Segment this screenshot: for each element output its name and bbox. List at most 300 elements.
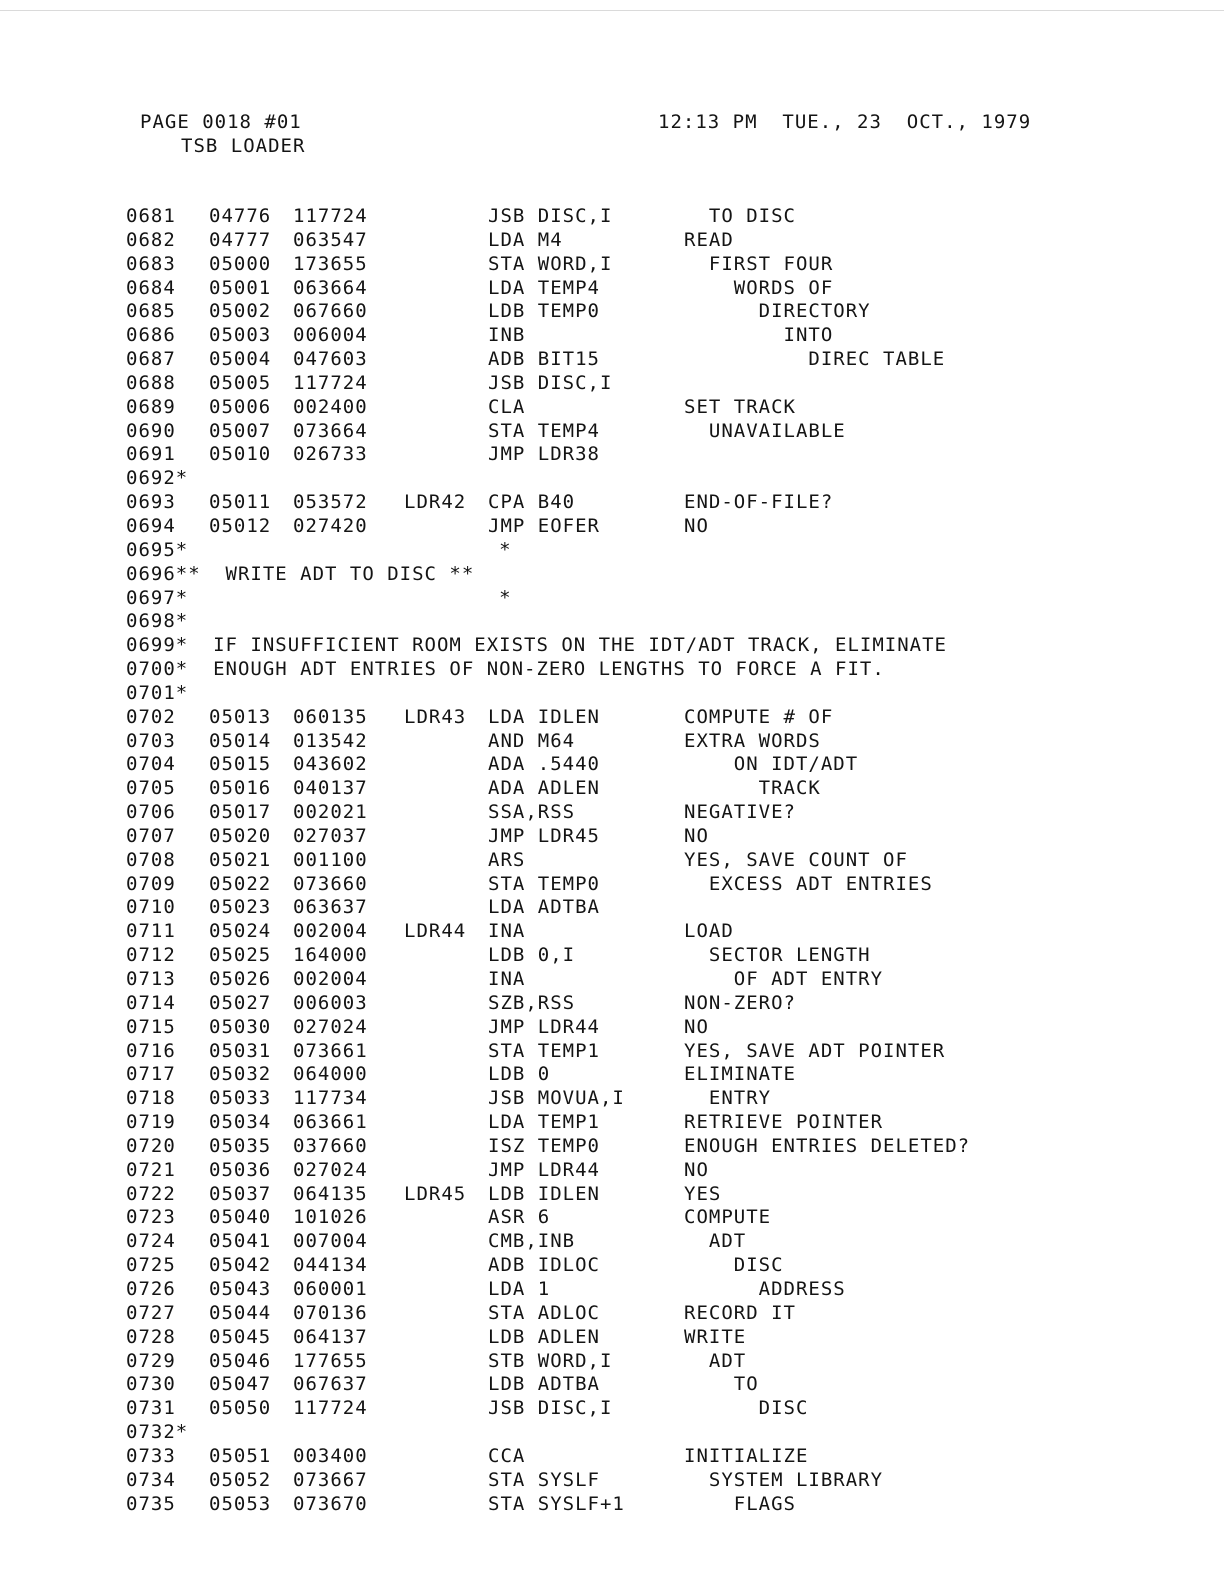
instruction: LDB IDLEN bbox=[488, 1182, 600, 1205]
comment-line bbox=[126, 539, 1166, 563]
line-comment: EXCESS ADT ENTRIES bbox=[684, 872, 933, 895]
instruction: STA WORD,I bbox=[488, 252, 613, 275]
instruction: JSB MOVUA,I bbox=[488, 1087, 625, 1110]
line-comment: YES bbox=[684, 1182, 722, 1205]
code-line bbox=[126, 992, 1166, 1016]
code-line bbox=[126, 1159, 1166, 1183]
instruction: ISZ TEMP0 bbox=[488, 1134, 600, 1157]
line-comment: ENTRY bbox=[684, 1087, 772, 1110]
octal-address: 05022 bbox=[209, 872, 272, 895]
comment-text: 0699* IF INSUFFICIENT ROOM EXISTS ON THE IDT/ADT TRACK, ELIMINATE bbox=[126, 634, 947, 657]
code-line bbox=[126, 1326, 1166, 1350]
line-comment: ADT bbox=[684, 1349, 747, 1372]
octal-address: 05042 bbox=[209, 1254, 272, 1277]
line-number: 0731 bbox=[126, 1397, 176, 1420]
object-code: 101026 bbox=[293, 1206, 368, 1229]
instruction: SZB,RSS bbox=[488, 991, 576, 1014]
line-number: 0682 bbox=[126, 228, 176, 251]
symbol-label: LDR44 bbox=[404, 920, 467, 943]
object-code: 063547 bbox=[293, 228, 368, 251]
octal-address: 05037 bbox=[209, 1182, 272, 1205]
octal-address: 05027 bbox=[209, 991, 272, 1014]
object-code: 003400 bbox=[293, 1444, 368, 1467]
instruction: LDB 0,I bbox=[488, 944, 576, 967]
line-comment: NO bbox=[684, 1158, 709, 1181]
instruction: STA TEMP0 bbox=[488, 872, 600, 895]
comment-line bbox=[126, 610, 1166, 634]
code-line bbox=[126, 1183, 1166, 1207]
octal-address: 05026 bbox=[209, 968, 272, 990]
code-line bbox=[126, 920, 1166, 944]
line-comment: RETRIEVE POINTER bbox=[684, 1111, 884, 1134]
line-number: 0725 bbox=[126, 1254, 176, 1277]
line-comment: EXTRA WORDS bbox=[684, 729, 821, 752]
code-line bbox=[126, 777, 1166, 801]
line-comment: LOAD bbox=[684, 920, 734, 943]
line-number: 0728 bbox=[126, 1325, 176, 1348]
code-line bbox=[126, 753, 1166, 777]
line-number: 0717 bbox=[126, 1063, 176, 1086]
object-code: 063664 bbox=[293, 276, 368, 299]
line-comment: DIREC TABLE bbox=[684, 348, 946, 371]
code-line bbox=[126, 1469, 1166, 1493]
line-number: 0687 bbox=[126, 348, 176, 371]
object-code: 073670 bbox=[293, 1492, 368, 1515]
octal-address: 05013 bbox=[209, 705, 272, 728]
line-number: 0713 bbox=[126, 968, 176, 990]
octal-address: 05011 bbox=[209, 491, 272, 514]
comment-text: 0700* ENOUGH ADT ENTRIES OF NON-ZERO LENGTHS TO FORCE A FIT. bbox=[126, 658, 885, 681]
code-line bbox=[126, 300, 1166, 324]
line-comment: READ bbox=[684, 228, 734, 251]
octal-address: 05032 bbox=[209, 1063, 272, 1086]
octal-address: 05010 bbox=[209, 443, 272, 466]
code-line bbox=[126, 396, 1166, 420]
line-number: 0711 bbox=[126, 920, 176, 943]
line-comment: NO bbox=[684, 1015, 709, 1038]
comment-line bbox=[126, 634, 1166, 658]
code-line bbox=[126, 1087, 1166, 1111]
line-comment: INTO bbox=[684, 324, 834, 347]
line-number: 0708 bbox=[126, 848, 176, 871]
code-line bbox=[126, 491, 1166, 515]
line-number: 0702 bbox=[126, 705, 176, 728]
line-comment: COMPUTE bbox=[684, 1206, 772, 1229]
instruction: SSA,RSS bbox=[488, 801, 576, 824]
octal-address: 05021 bbox=[209, 848, 272, 871]
code-line bbox=[126, 372, 1166, 396]
page-number: PAGE 0018 #01 bbox=[140, 111, 302, 133]
line-comment: DISC bbox=[684, 1397, 809, 1420]
instruction: ADA .5440 bbox=[488, 753, 600, 776]
line-comment: NO bbox=[684, 824, 709, 847]
instruction: LDA M4 bbox=[488, 228, 563, 251]
code-line bbox=[126, 277, 1166, 301]
octal-address: 05046 bbox=[209, 1349, 272, 1372]
line-comment: YES, SAVE ADT POINTER bbox=[684, 1039, 946, 1062]
instruction: STA ADLOC bbox=[488, 1301, 600, 1324]
instruction: JMP LDR45 bbox=[488, 824, 600, 847]
line-comment: NO bbox=[684, 514, 709, 537]
comment-line bbox=[126, 587, 1166, 611]
instruction: STA SYSLF bbox=[488, 1468, 600, 1491]
instruction: LDA TEMP1 bbox=[488, 1111, 600, 1134]
instruction: INA bbox=[488, 968, 526, 990]
object-code: 064000 bbox=[293, 1063, 368, 1086]
object-code: 064137 bbox=[293, 1325, 368, 1348]
code-line bbox=[126, 1111, 1166, 1135]
line-number: 0689 bbox=[126, 395, 176, 418]
octal-address: 05036 bbox=[209, 1158, 272, 1181]
line-number: 0686 bbox=[126, 324, 176, 347]
code-line bbox=[126, 1493, 1166, 1517]
line-comment: ELIMINATE bbox=[684, 1063, 796, 1086]
line-comment: DISC bbox=[684, 1254, 784, 1277]
code-line bbox=[126, 1445, 1166, 1469]
line-comment: UNAVAILABLE bbox=[684, 419, 846, 442]
line-number: 0726 bbox=[126, 1277, 176, 1300]
instruction: LDA IDLEN bbox=[488, 705, 600, 728]
comment-text: 0697* * bbox=[126, 586, 512, 609]
comment-line bbox=[126, 682, 1166, 706]
instruction: ADA ADLEN bbox=[488, 777, 600, 800]
line-comment: WRITE bbox=[684, 1325, 747, 1348]
object-code: 037660 bbox=[293, 1134, 368, 1157]
line-comment: SET TRACK bbox=[684, 395, 796, 418]
object-code: 043602 bbox=[293, 753, 368, 776]
code-line bbox=[126, 1302, 1166, 1326]
instruction: JMP LDR44 bbox=[488, 1158, 600, 1181]
line-comment: SYSTEM LIBRARY bbox=[684, 1468, 884, 1491]
code-line bbox=[126, 706, 1166, 730]
line-number: 0709 bbox=[126, 872, 176, 895]
line-number: 0710 bbox=[126, 896, 176, 919]
object-code: 002004 bbox=[293, 920, 368, 943]
comment-text: 0732* bbox=[126, 1421, 189, 1444]
line-number: 0684 bbox=[126, 276, 176, 299]
code-line bbox=[126, 253, 1166, 277]
instruction: STA TEMP4 bbox=[488, 419, 600, 442]
line-comment: ADT bbox=[684, 1230, 747, 1253]
object-code: 060001 bbox=[293, 1277, 368, 1300]
comment-text: 0695* * bbox=[126, 538, 512, 561]
listing-title: TSB LOADER bbox=[181, 135, 306, 157]
code-line bbox=[126, 896, 1166, 920]
instruction: STB WORD,I bbox=[488, 1349, 613, 1372]
symbol-label: LDR43 bbox=[404, 705, 467, 728]
instruction: LDB 0 bbox=[488, 1063, 551, 1086]
comment-text: 0696** WRITE ADT TO DISC ** bbox=[126, 562, 475, 585]
instruction: JMP LDR38 bbox=[488, 443, 600, 466]
octal-address: 05044 bbox=[209, 1301, 272, 1324]
instruction: JSB DISC,I bbox=[488, 1397, 613, 1420]
line-number: 0694 bbox=[126, 514, 176, 537]
code-line bbox=[126, 801, 1166, 825]
octal-address: 05005 bbox=[209, 371, 272, 394]
line-comment: FIRST FOUR bbox=[684, 252, 834, 275]
instruction: JMP LDR44 bbox=[488, 1015, 600, 1038]
octal-address: 05034 bbox=[209, 1111, 272, 1134]
instruction: LDA ADTBA bbox=[488, 896, 600, 919]
octal-address: 05002 bbox=[209, 300, 272, 323]
line-number: 0730 bbox=[126, 1373, 176, 1396]
instruction: LDB TEMP0 bbox=[488, 300, 600, 323]
octal-address: 05047 bbox=[209, 1373, 272, 1396]
code-line bbox=[126, 1254, 1166, 1278]
line-number: 0681 bbox=[126, 205, 176, 227]
assembly-listing bbox=[126, 205, 1166, 1516]
object-code: 001100 bbox=[293, 848, 368, 871]
line-number: 0718 bbox=[126, 1087, 176, 1110]
code-line bbox=[126, 515, 1166, 539]
code-line bbox=[126, 1278, 1166, 1302]
line-number: 0735 bbox=[126, 1492, 176, 1515]
octal-address: 05012 bbox=[209, 514, 272, 537]
object-code: 063661 bbox=[293, 1111, 368, 1134]
line-comment: TRACK bbox=[684, 777, 821, 800]
object-code: 053572 bbox=[293, 491, 368, 514]
object-code: 117724 bbox=[293, 371, 368, 394]
octal-address: 05031 bbox=[209, 1039, 272, 1062]
octal-address: 05024 bbox=[209, 920, 272, 943]
octal-address: 05035 bbox=[209, 1134, 272, 1157]
instruction: ADB BIT15 bbox=[488, 348, 600, 371]
code-line bbox=[126, 1016, 1166, 1040]
line-number: 0714 bbox=[126, 991, 176, 1014]
code-line bbox=[126, 944, 1166, 968]
octal-address: 05033 bbox=[209, 1087, 272, 1110]
octal-address: 05017 bbox=[209, 801, 272, 824]
object-code: 002400 bbox=[293, 395, 368, 418]
instruction: AND M64 bbox=[488, 729, 576, 752]
object-code: 073661 bbox=[293, 1039, 368, 1062]
object-code: 006004 bbox=[293, 324, 368, 347]
octal-address: 05007 bbox=[209, 419, 272, 442]
object-code: 027037 bbox=[293, 824, 368, 847]
octal-address: 05053 bbox=[209, 1492, 272, 1515]
octal-address: 05001 bbox=[209, 276, 272, 299]
comment-line bbox=[126, 563, 1166, 587]
object-code: 027024 bbox=[293, 1015, 368, 1038]
instruction: ADB IDLOC bbox=[488, 1254, 600, 1277]
line-comment: RECORD IT bbox=[684, 1301, 796, 1324]
octal-address: 05025 bbox=[209, 944, 272, 967]
line-number: 0691 bbox=[126, 443, 176, 466]
octal-address: 05003 bbox=[209, 324, 272, 347]
code-line bbox=[126, 205, 1166, 229]
line-comment: END-OF-FILE? bbox=[684, 491, 834, 514]
instruction: STA SYSLF+1 bbox=[488, 1492, 625, 1515]
line-comment: WORDS OF bbox=[684, 276, 834, 299]
octal-address: 05016 bbox=[209, 777, 272, 800]
line-number: 0722 bbox=[126, 1182, 176, 1205]
line-number: 0693 bbox=[126, 491, 176, 514]
instruction: LDB ADTBA bbox=[488, 1373, 600, 1396]
instruction: LDA TEMP4 bbox=[488, 276, 600, 299]
instruction: CCA bbox=[488, 1444, 526, 1467]
instruction: JSB DISC,I bbox=[488, 371, 613, 394]
line-number: 0683 bbox=[126, 252, 176, 275]
instruction: STA TEMP1 bbox=[488, 1039, 600, 1062]
octal-address: 05051 bbox=[209, 1444, 272, 1467]
line-comment: NEGATIVE? bbox=[684, 801, 796, 824]
object-code: 117724 bbox=[293, 205, 368, 227]
code-line bbox=[126, 1040, 1166, 1064]
symbol-label: LDR45 bbox=[404, 1182, 467, 1205]
object-code: 073664 bbox=[293, 419, 368, 442]
object-code: 117734 bbox=[293, 1087, 368, 1110]
code-line bbox=[126, 229, 1166, 253]
comment-text: 0701* bbox=[126, 681, 189, 704]
object-code: 027024 bbox=[293, 1158, 368, 1181]
line-comment: TO bbox=[684, 1373, 759, 1396]
object-code: 073667 bbox=[293, 1468, 368, 1491]
code-line bbox=[126, 443, 1166, 467]
line-comment: OF ADT ENTRY bbox=[684, 968, 884, 990]
line-comment: COMPUTE # OF bbox=[684, 705, 834, 728]
code-line bbox=[126, 968, 1166, 992]
line-number: 0690 bbox=[126, 419, 176, 442]
object-code: 117724 bbox=[293, 1397, 368, 1420]
instruction: ARS bbox=[488, 848, 526, 871]
code-line bbox=[126, 730, 1166, 754]
line-comment: YES, SAVE COUNT OF bbox=[684, 848, 908, 871]
line-number: 0733 bbox=[126, 1444, 176, 1467]
line-number: 0707 bbox=[126, 824, 176, 847]
code-line bbox=[126, 1063, 1166, 1087]
octal-address: 05000 bbox=[209, 252, 272, 275]
object-code: 067637 bbox=[293, 1373, 368, 1396]
octal-address: 05004 bbox=[209, 348, 272, 371]
octal-address: 05041 bbox=[209, 1230, 272, 1253]
octal-address: 05020 bbox=[209, 824, 272, 847]
object-code: 047603 bbox=[293, 348, 368, 371]
code-line bbox=[126, 825, 1166, 849]
instruction: ASR 6 bbox=[488, 1206, 551, 1229]
line-number: 0727 bbox=[126, 1301, 176, 1324]
line-comment: ON IDT/ADT bbox=[684, 753, 859, 776]
instruction: INB bbox=[488, 324, 526, 347]
instruction: CLA bbox=[488, 395, 526, 418]
object-code: 040137 bbox=[293, 777, 368, 800]
code-line bbox=[126, 849, 1166, 873]
line-number: 0719 bbox=[126, 1111, 176, 1134]
code-line bbox=[126, 1373, 1166, 1397]
octal-address: 05014 bbox=[209, 729, 272, 752]
line-comment: FLAGS bbox=[684, 1492, 796, 1515]
comment-text: 0692* bbox=[126, 467, 189, 490]
line-comment: ADDRESS bbox=[684, 1277, 846, 1300]
octal-address: 05050 bbox=[209, 1397, 272, 1420]
octal-address: 05015 bbox=[209, 753, 272, 776]
line-number: 0705 bbox=[126, 777, 176, 800]
code-line bbox=[126, 348, 1166, 372]
symbol-label: LDR42 bbox=[404, 491, 467, 514]
line-number: 0706 bbox=[126, 801, 176, 824]
object-code: 002021 bbox=[293, 801, 368, 824]
object-code: 007004 bbox=[293, 1230, 368, 1253]
line-number: 0724 bbox=[126, 1230, 176, 1253]
comment-text: 0698* bbox=[126, 610, 189, 633]
octal-address: 05023 bbox=[209, 896, 272, 919]
comment-line bbox=[126, 1421, 1166, 1445]
object-code: 177655 bbox=[293, 1349, 368, 1372]
object-code: 173655 bbox=[293, 252, 368, 275]
octal-address: 05040 bbox=[209, 1206, 272, 1229]
scan-edge-line bbox=[0, 10, 1224, 11]
line-comment: INITIALIZE bbox=[684, 1444, 809, 1467]
instruction: JMP EOFER bbox=[488, 514, 600, 537]
code-line bbox=[126, 1397, 1166, 1421]
object-code: 027420 bbox=[293, 514, 368, 537]
line-number: 0716 bbox=[126, 1039, 176, 1062]
object-code: 073660 bbox=[293, 872, 368, 895]
line-comment: NON-ZERO? bbox=[684, 991, 796, 1014]
object-code: 067660 bbox=[293, 300, 368, 323]
octal-address: 04777 bbox=[209, 228, 272, 251]
line-number: 0712 bbox=[126, 944, 176, 967]
line-number: 0720 bbox=[126, 1134, 176, 1157]
instruction: LDB ADLEN bbox=[488, 1325, 600, 1348]
instruction: JSB DISC,I bbox=[488, 205, 613, 227]
object-code: 026733 bbox=[293, 443, 368, 466]
code-line bbox=[126, 1206, 1166, 1230]
object-code: 164000 bbox=[293, 944, 368, 967]
comment-line bbox=[126, 658, 1166, 682]
octal-address: 05006 bbox=[209, 395, 272, 418]
code-line bbox=[126, 324, 1166, 348]
line-number: 0688 bbox=[126, 371, 176, 394]
object-code: 006003 bbox=[293, 991, 368, 1014]
object-code: 064135 bbox=[293, 1182, 368, 1205]
octal-address: 05030 bbox=[209, 1015, 272, 1038]
object-code: 063637 bbox=[293, 896, 368, 919]
instruction: LDA 1 bbox=[488, 1277, 551, 1300]
comment-line bbox=[126, 467, 1166, 491]
object-code: 002004 bbox=[293, 968, 368, 990]
object-code: 044134 bbox=[293, 1254, 368, 1277]
line-number: 0704 bbox=[126, 753, 176, 776]
line-number: 0685 bbox=[126, 300, 176, 323]
line-number: 0723 bbox=[126, 1206, 176, 1229]
object-code: 013542 bbox=[293, 729, 368, 752]
line-number: 0734 bbox=[126, 1468, 176, 1491]
line-number: 0715 bbox=[126, 1015, 176, 1038]
code-line bbox=[126, 1230, 1166, 1254]
code-line bbox=[126, 873, 1166, 897]
octal-address: 05045 bbox=[209, 1325, 272, 1348]
line-comment: DIRECTORY bbox=[684, 300, 871, 323]
instruction: CPA B40 bbox=[488, 491, 576, 514]
object-code: 060135 bbox=[293, 705, 368, 728]
print-datetime: 12:13 PM TUE., 23 OCT., 1979 bbox=[658, 111, 1032, 133]
line-comment: TO DISC bbox=[684, 205, 796, 227]
code-line bbox=[126, 1135, 1166, 1159]
instruction: INA bbox=[488, 920, 526, 943]
octal-address: 04776 bbox=[209, 205, 272, 227]
line-comment: SECTOR LENGTH bbox=[684, 944, 871, 967]
octal-address: 05052 bbox=[209, 1468, 272, 1491]
code-line bbox=[126, 420, 1166, 444]
object-code: 070136 bbox=[293, 1301, 368, 1324]
code-line bbox=[126, 1350, 1166, 1374]
octal-address: 05043 bbox=[209, 1277, 272, 1300]
line-number: 0703 bbox=[126, 729, 176, 752]
line-number: 0729 bbox=[126, 1349, 176, 1372]
line-comment: ENOUGH ENTRIES DELETED? bbox=[684, 1134, 971, 1157]
line-number: 0721 bbox=[126, 1158, 176, 1181]
instruction: CMB,INB bbox=[488, 1230, 576, 1253]
